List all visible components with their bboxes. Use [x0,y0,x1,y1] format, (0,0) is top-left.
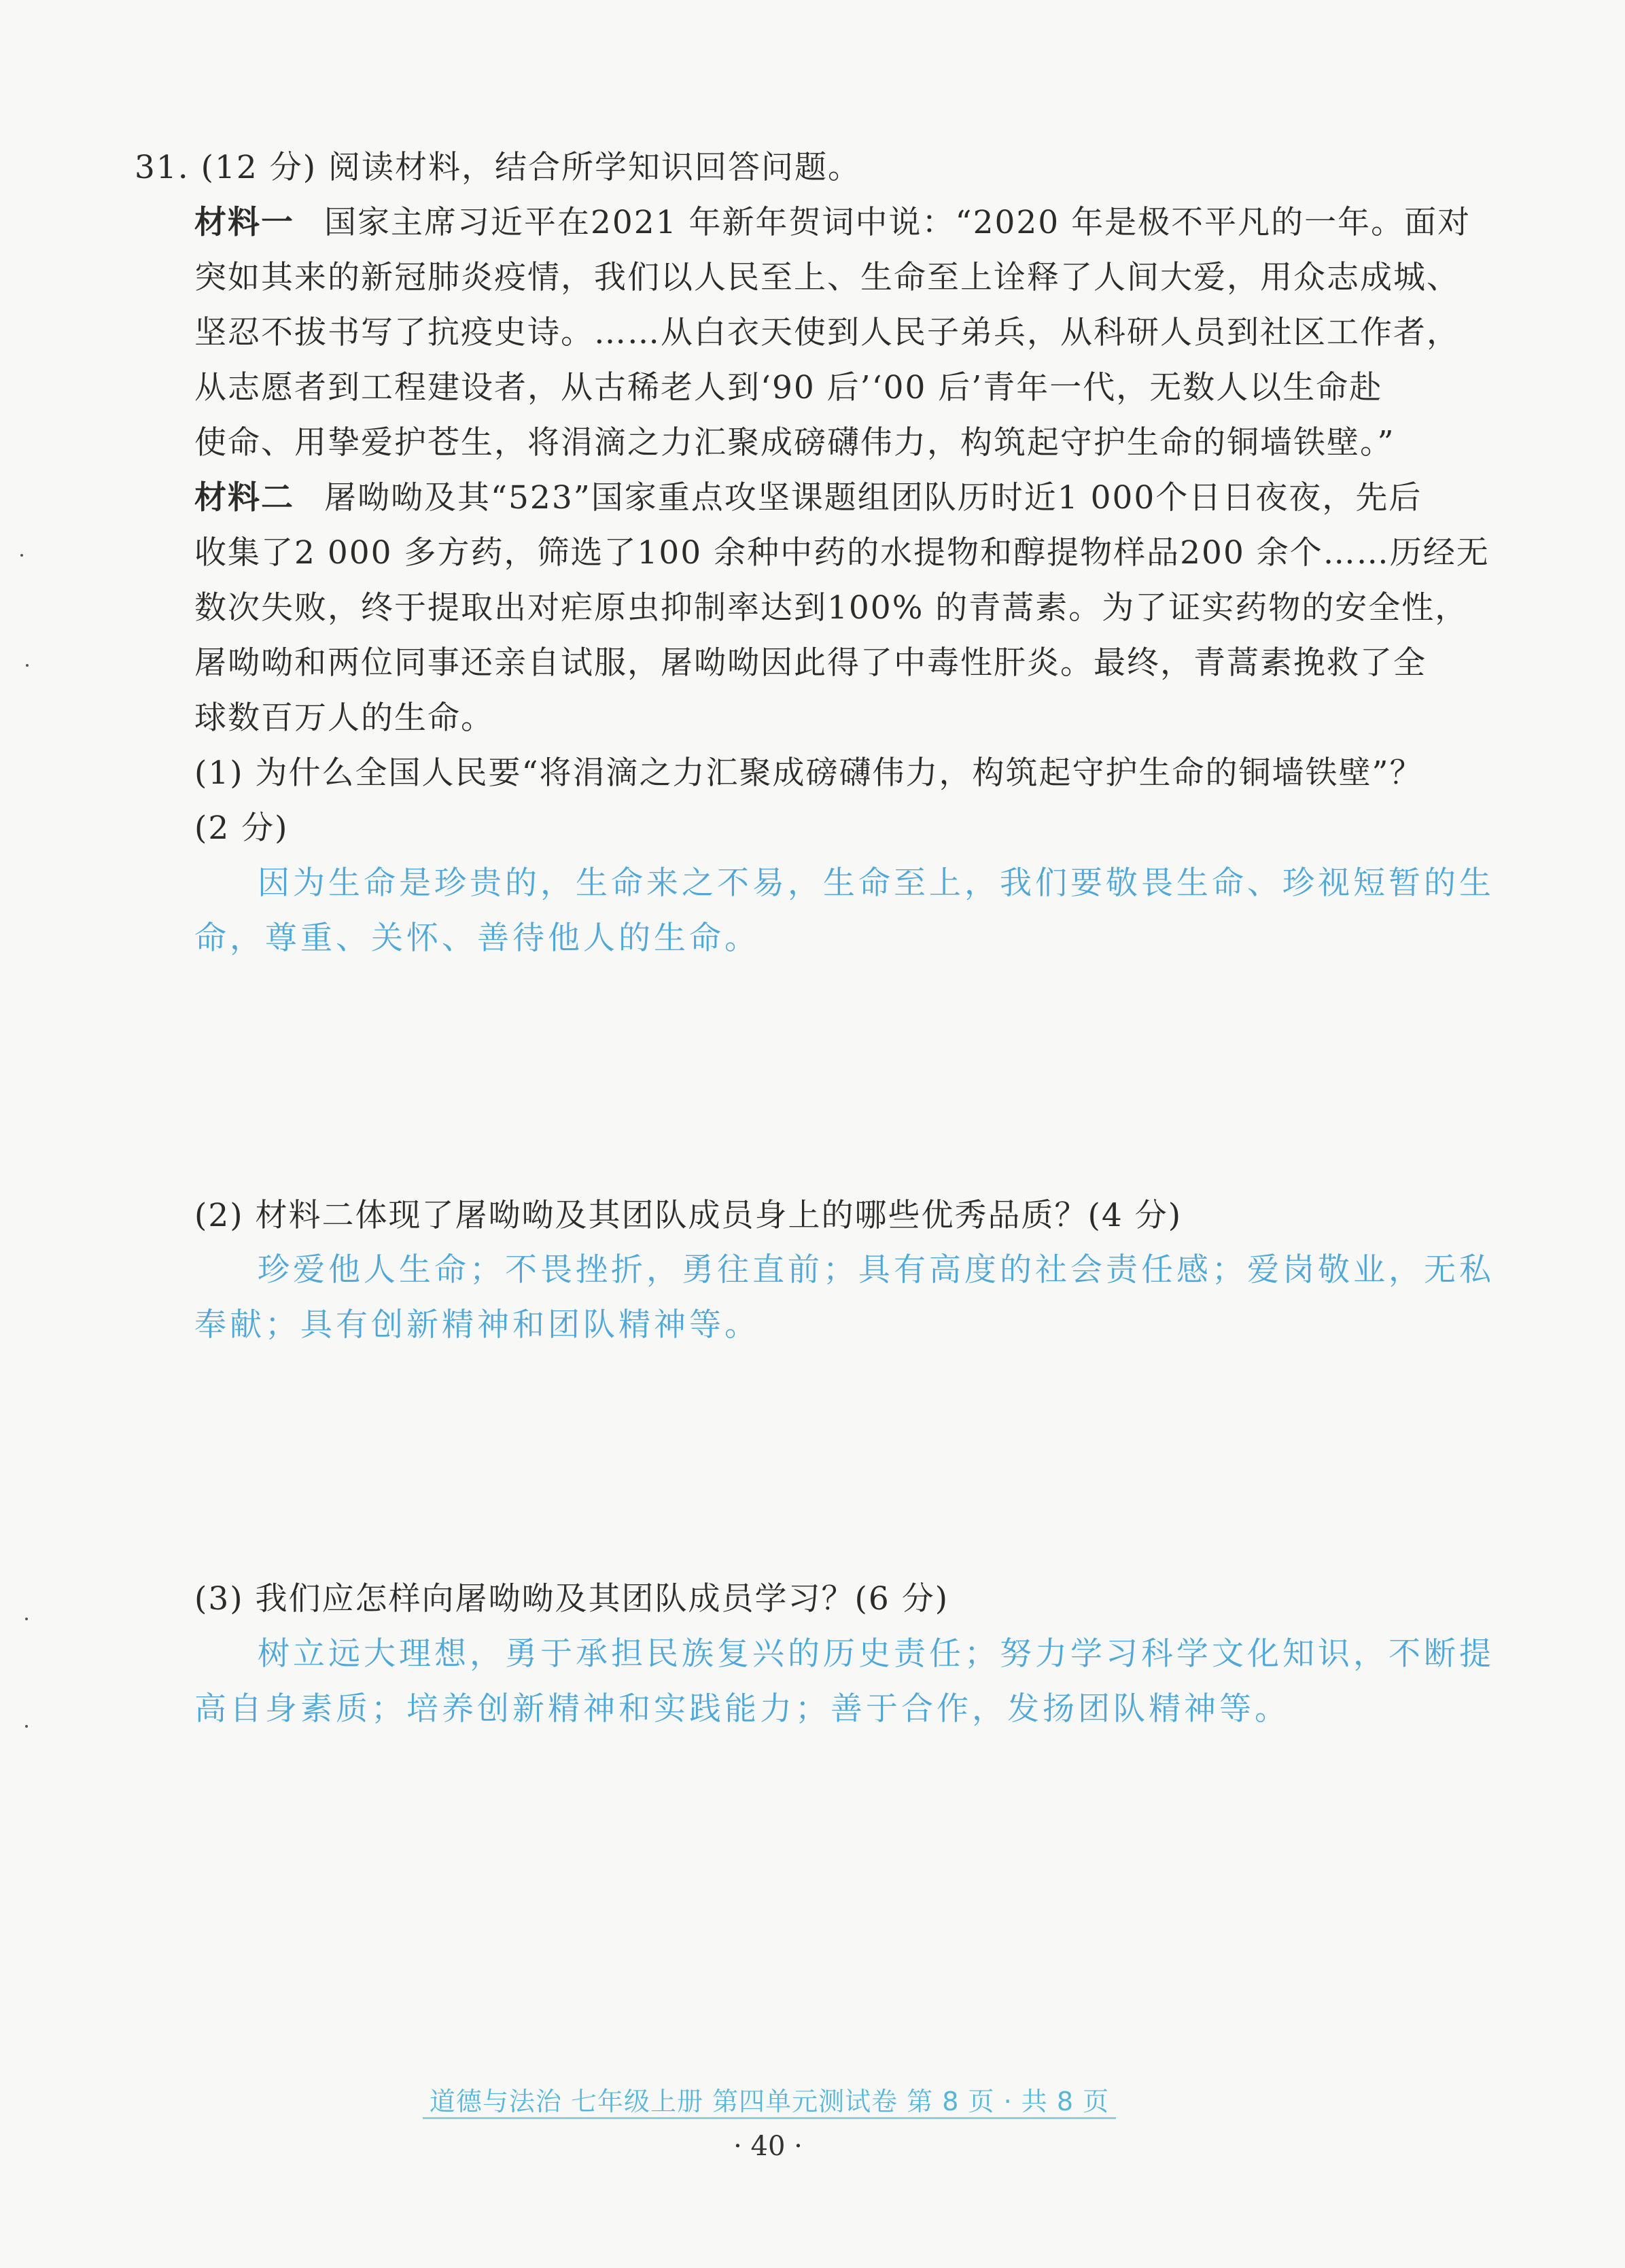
material-2-line-1 [194,477,1422,519]
margin-mark [26,664,29,667]
answer-3-line-1: 树立远大理想，勇于承担民族复兴的历史责任；努力学习科学文化知识，不断提 [258,1635,1495,1673]
material-1-line-3: 坚忍不拔书写了抗疫史诗。……从白衣天使到人民子弟兵，从科研人员到社区工作者， [194,314,1460,351]
sub-question-3: (3) 我们应怎样向屠呦呦及其团队成员学习？(6 分) [194,1580,949,1618]
material-1-line-5: 使命、用挚爱护苍生，将涓滴之力汇聚成磅礴伟力，构筑起守护生命的铜墙铁壁。” [194,424,1395,461]
footer-title: 道德与法治 七年级上册 第四单元测试卷 第 8 页 · 共 8 页 [429,2087,1110,2116]
answer-3-line-2: 高自身素质；培养创新精神和实践能力；善于合作，发扬团队精神等。 [194,1690,1290,1728]
material-1-line-2: 突如其来的新冠肺炎疫情，我们以人民至上、生命至上诠释了人间大爱，用众志成城、 [194,259,1460,296]
answer-1-line-1: 因为生命是珍贵的，生命来之不易，生命至上，我们要敬畏生命、珍视短暂的生 [258,865,1495,902]
answer-2-line-2: 奉献；具有创新精神和团队精神等。 [194,1306,760,1344]
page-number: · 40 · [733,2131,803,2162]
material-2-text-1: 屠呦呦及其“523”国家重点攻坚课题组团队历时近1 000个日日夜夜，先后 [324,479,1422,517]
material-1-line-4: 从志愿者到工程建设者，从古稀老人到‘90 后’‘00 后’青年一代，无数人以生命赴 [194,369,1383,406]
answer-2-line-1: 珍爱他人生命；不畏挫折，勇往直前；具有高度的社会责任感；爱岗敬业，无私 [258,1251,1495,1289]
material-1-label: 材料一 [194,204,294,241]
material-2-line-2: 收集了2 000 多方药，筛选了100 余种中药的水提物和醇提物样品200 余个……历经无 [194,534,1490,572]
material-1-text-1: 国家主席习近平在2021 年新年贺词中说：“2020 年是极不平凡的一年。面对 [324,204,1471,241]
sub-question-2: (2) 材料二体现了屠呦呦及其团队成员身上的哪些优秀品质？(4 分) [194,1197,1183,1234]
material-2-line-5: 球数百万人的生命。 [194,699,494,737]
material-2-label: 材料二 [194,479,294,517]
material-1-line-1 [194,202,1471,244]
sub-question-1-score: (2 分) [194,809,289,847]
margin-mark [20,554,23,557]
material-2-line-3: 数次失败，终于提取出对疟原虫抑制率达到100% 的青蒿素。为了证实药物的安全性， [194,589,1469,627]
footer-rule [423,2117,1116,2119]
margin-mark [25,1725,28,1728]
margin-mark [25,1618,28,1620]
question-title: 31. (12 分) 阅读材料，结合所学知识回答问题。 [135,149,862,186]
material-2-line-4: 屠呦呦和两位同事还亲自试服，屠呦呦因此得了中毒性肝炎。最终，青蒿素挽救了全 [194,644,1427,682]
sub-question-1: (1) 为什么全国人民要“将涓滴之力汇聚成磅礴伟力，构筑起守护生命的铜墙铁壁”？ [194,754,1423,792]
answer-1-line-2: 命，尊重、关怀、善待他人的生命。 [194,920,760,957]
